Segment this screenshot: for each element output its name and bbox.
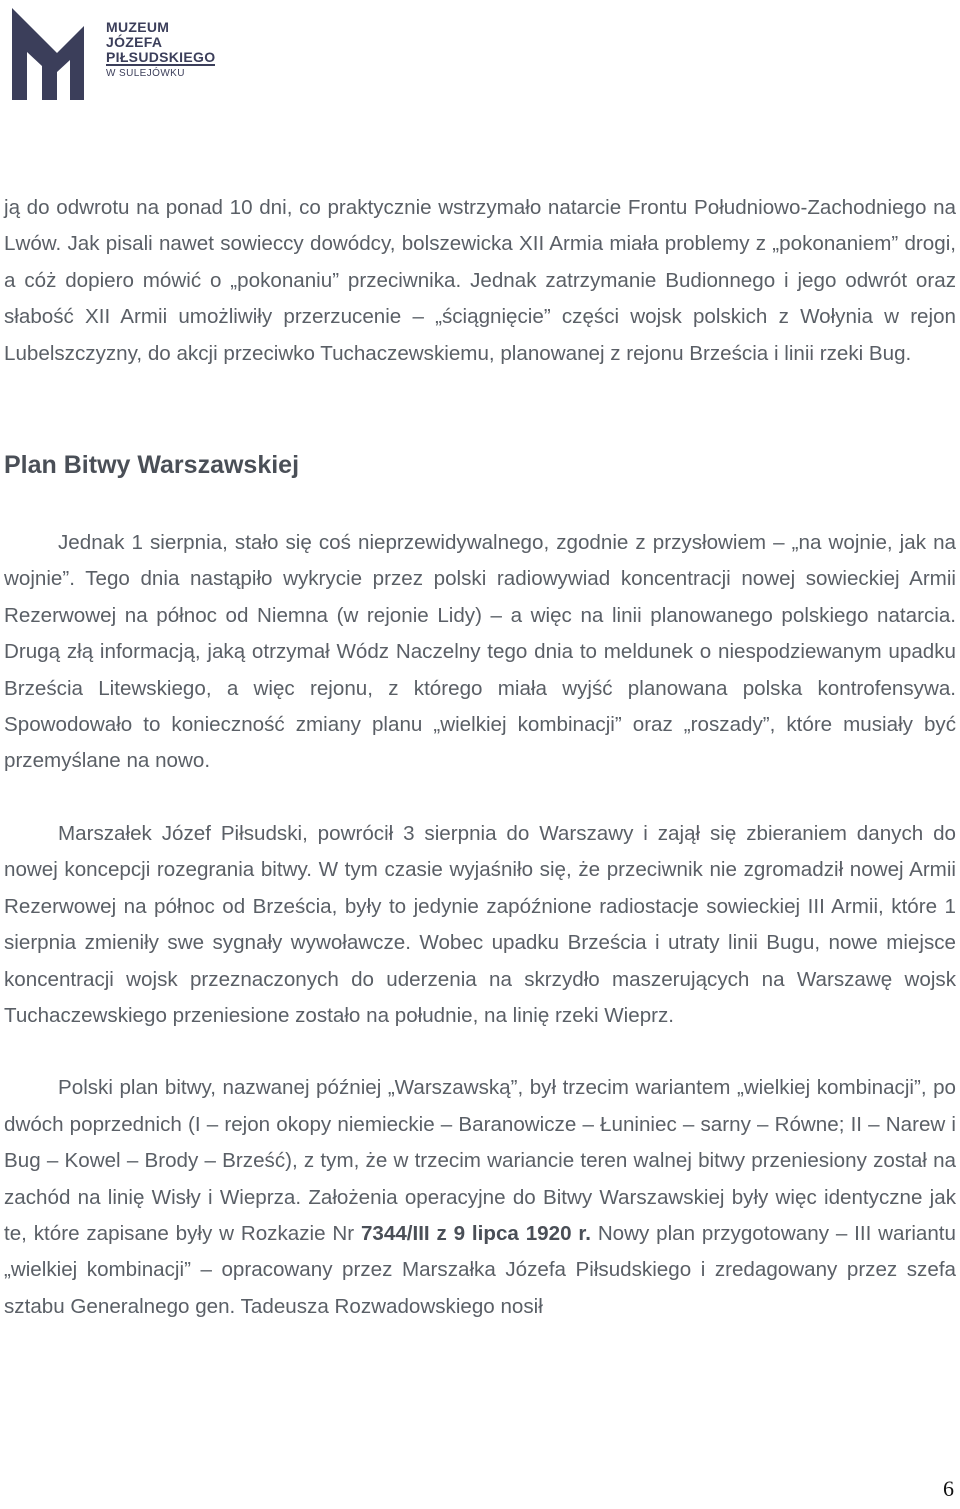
museum-logo-text xyxy=(106,20,215,81)
logo-line-jozefa: JÓZEFA xyxy=(106,34,163,50)
paragraph-battle-plan-text-before: Polski plan bitwy, nazwanej później „Warszawską”, był trzecim wariantem „wielkiej kombinacji”, po dwóch poprzednich (I – rejon okopy niemieckie – Baranowicze – Łuniniec – sarny – Równe; II – Narew i Bug – Kowel – Brody – Brześć), z tym, że w trzecim wariancie teren walnej bitwy przeniesiony został na zachód na linię Wisły i Wieprza. Założenia operacyjne do Bitwy Warszawskiej były więc identyczne jak te, które zapisane były w Rozkazie Nr xyxy=(4,1076,956,1245)
paragraph-battle-plan xyxy=(4,1070,956,1325)
museum-logo xyxy=(12,8,227,100)
section-heading: Plan Bitwy Warszawskiej xyxy=(4,451,300,480)
paragraph-pilsudski-return: Marszałek Józef Piłsudski, powrócił 3 sierpnia do Warszawy i zajął się zbieraniem danych do nowej koncepcji rozegrania bitwy. W tym czasie wyjaśniło się, że przeciwnik nie zgromadził nowej Armii Rezerwowej na północ od Brześcia, były to jedynie zapóźnione radiostacje sowieckiej III Armii, które 1 sierpnia zmieniły swe sygnały wywoławcze. Wobec upadku Brześcia i utraty linii Bugu, nowe miejsce koncentracji wojsk przeznaczonych do uderzenia na skrzydło maszerujących na Warszawę wojsk Tuchaczewskiego przeniesione zostało na południe, na linię rzeki Wieprz. xyxy=(4,821,956,1027)
museum-logo-mark-icon xyxy=(12,8,102,100)
logo-line-pilsudskiego: PIŁSUDSKIEGO xyxy=(106,49,216,65)
paragraph-intro: ją do odwrotu na ponad 10 dni, co praktycznie wstrzymało natarcie Frontu Południowo-Zachodniego na Lwów. Jak pisali nawet sowieccy dowódcy, bolszewicka XII Armia miała problemy z „pokonaniem” drogi, a cóż dopiero mówić o „pokonaniu” przeciwnika. Jednak zatrzymanie Budionnego i jego odwrót oraz słabość XII Armii umożliwiły przerzucenie – „ściągnięcie” części wojsk polskich z Wołynia w rejon Lubelszczyzny, do akcji przeciwko Tuchaczewskiemu, planowanej z rejonu Brześcia i linii rzeki Bug. xyxy=(4,196,956,365)
logo-line-muzeum: MUZEUM xyxy=(106,19,170,35)
logo-line-sulejowek: W SULEJÓWKU xyxy=(106,68,185,79)
document-body xyxy=(4,190,956,1325)
page-number: 6 xyxy=(943,1476,954,1501)
paragraph-battle-plan-text-after: Nowy plan przygotowany – III wariantu „wielkiej kombinacji” – opracowany przez Marszałka Józefa Piłsudskiego i zredagowany przez szefa sztabu Generalnego gen. Tadeusza Rozwadowskiego nosił xyxy=(4,1221,956,1318)
paragraph-august-1: Jednak 1 sierpnia, stało się coś nieprzewidywalnego, zgodnie z przysłowiem – „na wojnie, jak na wojnie”. Tego dnia nastąpiło wykrycie przez polski radiowywiad koncentracji nowej sowieckiej Armii Rezerwowej na północ od Niemna (w rejonie Lidy) – a więc na linii planowanego polskiego natarcia. Drugą złą informacją, jaką otrzymał Wódz Naczelny tego dnia to meldunek o niespodziewanym upadku Brześcia Litewskiego, a więc rejonu, z którego miała wyjść planowana polska kontrofensywa. Spowodowało to konieczność zmiany planu „wielkiej kombinacji” oraz „roszady”, które musiały być przemyślane na nowo. xyxy=(4,531,956,773)
order-number-bold: 7344/III z 9 lipca 1920 r. xyxy=(360,1221,591,1245)
